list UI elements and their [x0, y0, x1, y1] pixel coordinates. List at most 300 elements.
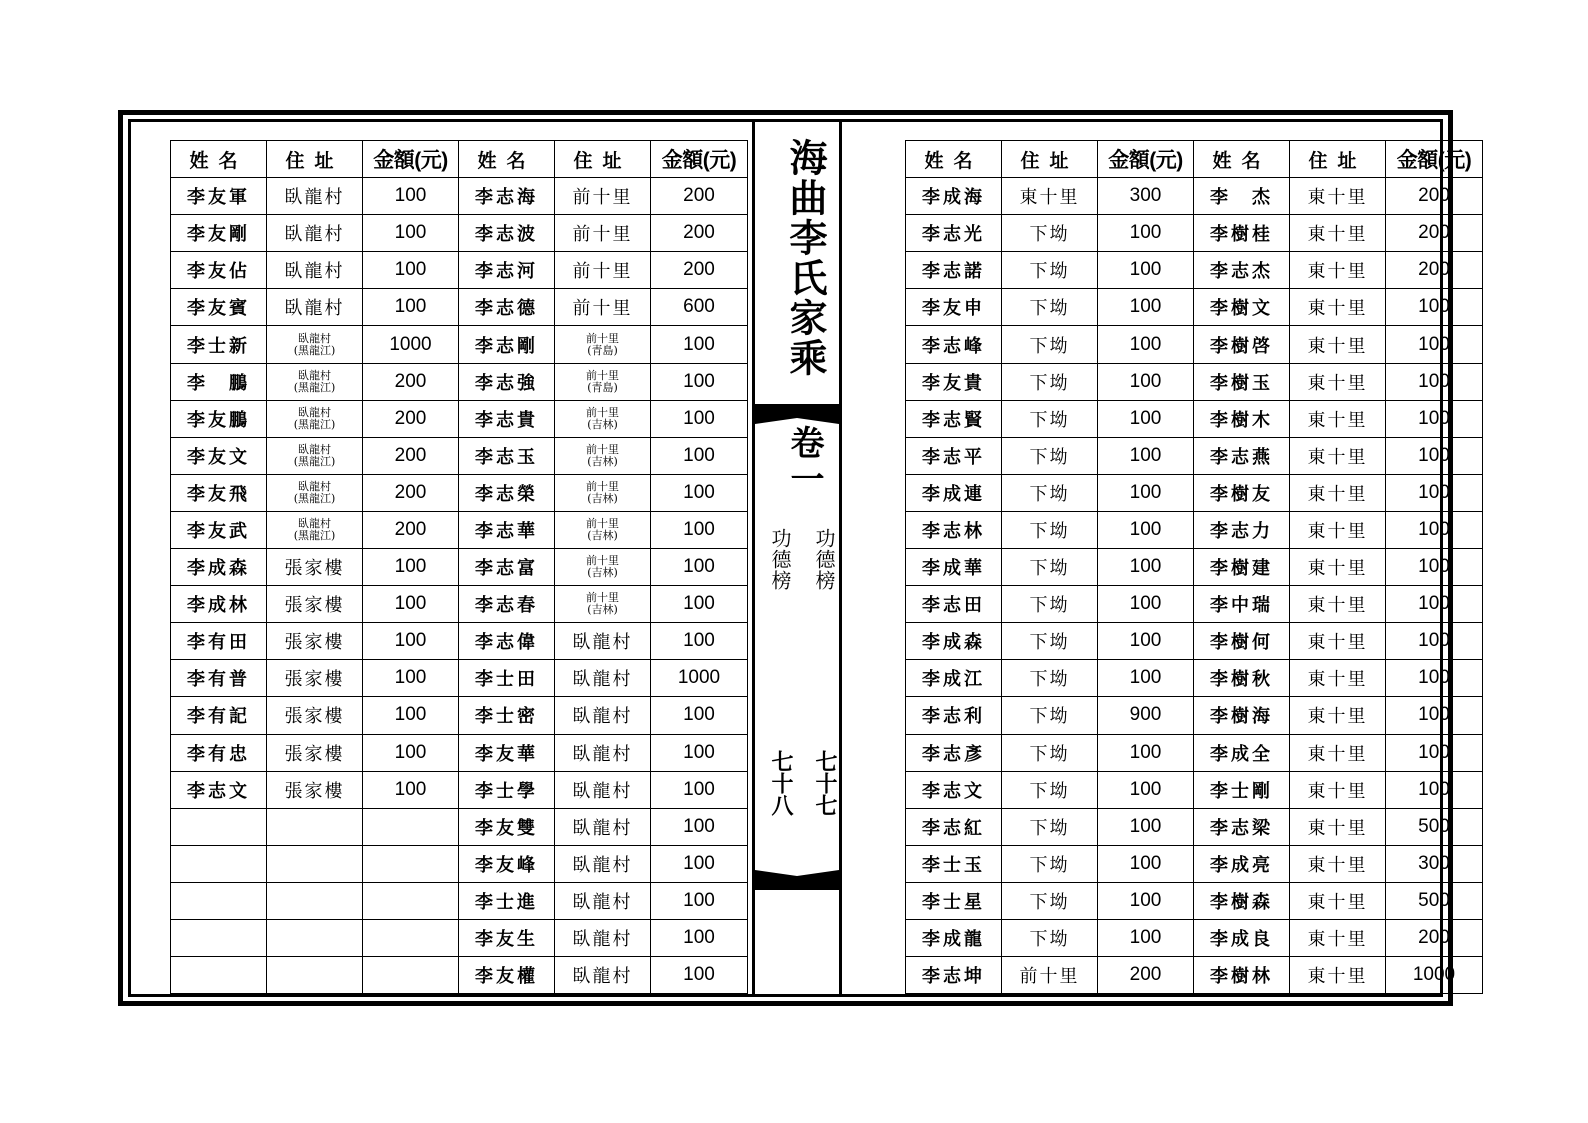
- table-row: [171, 882, 748, 919]
- donor-address: 東十里: [1290, 808, 1386, 845]
- address-line: 臥龍村: [298, 405, 331, 419]
- donor-address: 東十里: [1290, 734, 1386, 771]
- donation-amount: 200: [1386, 919, 1483, 956]
- donor-address: 張家樓: [267, 549, 363, 586]
- donor-name: 李樹啓: [1194, 326, 1290, 363]
- book-title: 海曲李氏家乘: [783, 138, 828, 378]
- table-row: [906, 252, 1483, 289]
- donor-address: 下坳: [1002, 511, 1098, 548]
- donation-amount: 100: [1386, 734, 1483, 771]
- donor-address: 張家樓: [267, 586, 363, 623]
- donation-amount: 100: [1098, 400, 1194, 437]
- donor-name: 李士玉: [906, 845, 1002, 882]
- donor-name: 李樹何: [1194, 623, 1290, 660]
- donor-address: 臥龍村: [555, 919, 651, 956]
- donor-name: 李志偉: [459, 623, 555, 660]
- donation-amount: 100: [1386, 586, 1483, 623]
- donor-name: 李成海: [906, 178, 1002, 215]
- donor-name: [171, 845, 267, 882]
- donor-name: 李志貴: [459, 400, 555, 437]
- donor-address: 東十里: [1290, 252, 1386, 289]
- table-row: [906, 623, 1483, 660]
- left-donor-table: [170, 140, 748, 994]
- donor-address: [267, 400, 363, 437]
- donor-address: 前十里: [1002, 957, 1098, 994]
- donor-name: 李友武: [171, 511, 267, 548]
- donor-address: 下坳: [1002, 919, 1098, 956]
- donor-address: 東十里: [1290, 178, 1386, 215]
- table-row: [171, 623, 748, 660]
- donation-amount: 100: [1098, 474, 1194, 511]
- donor-address: 東十里: [1290, 289, 1386, 326]
- donor-name: 李志賢: [906, 400, 1002, 437]
- donor-address: [267, 363, 363, 400]
- donor-name: 李志坤: [906, 957, 1002, 994]
- donation-amount: 100: [1386, 697, 1483, 734]
- donor-address: [555, 474, 651, 511]
- donor-name: 李友剛: [171, 215, 267, 252]
- donor-name: 李志平: [906, 437, 1002, 474]
- table-row: [171, 289, 748, 326]
- donation-amount: 100: [1386, 326, 1483, 363]
- address-note: (吉林): [587, 454, 618, 468]
- donor-name: 李士密: [459, 697, 555, 734]
- table-row: [906, 437, 1483, 474]
- table-row: [906, 549, 1483, 586]
- donor-address: [267, 808, 363, 845]
- donor-name: 李成良: [1194, 919, 1290, 956]
- table-row: [906, 400, 1483, 437]
- donation-amount: 300: [1386, 845, 1483, 882]
- donor-address: 東十里: [1290, 586, 1386, 623]
- donation-amount: 100: [1386, 623, 1483, 660]
- donor-address: 張家樓: [267, 734, 363, 771]
- header-name: 姓名: [171, 141, 267, 178]
- donor-address: [267, 957, 363, 994]
- donation-amount: 200: [651, 252, 748, 289]
- donation-amount: 1000: [1386, 957, 1483, 994]
- donation-amount: [363, 845, 459, 882]
- donor-address: 東十里: [1002, 178, 1098, 215]
- donor-name: 李友申: [906, 289, 1002, 326]
- donor-address: 前十里: [555, 289, 651, 326]
- donor-name: 李友權: [459, 957, 555, 994]
- donor-name: 李士星: [906, 882, 1002, 919]
- donor-address: 下坳: [1002, 215, 1098, 252]
- address-note: (吉林): [587, 603, 618, 617]
- donor-name: [171, 808, 267, 845]
- donation-amount: [363, 957, 459, 994]
- donation-amount: 100: [1098, 289, 1194, 326]
- donor-address: 下坳: [1002, 586, 1098, 623]
- donor-name: 李成森: [171, 549, 267, 586]
- donor-address: 下坳: [1002, 289, 1098, 326]
- donor-name: [171, 882, 267, 919]
- donation-amount: 100: [1386, 400, 1483, 437]
- address-line: 前十里: [586, 442, 619, 456]
- donor-address: [267, 474, 363, 511]
- donor-name: 李樹海: [1194, 697, 1290, 734]
- donation-amount: [363, 882, 459, 919]
- donor-address: 下坳: [1002, 808, 1098, 845]
- table-row: [171, 586, 748, 623]
- donation-amount: 200: [1386, 215, 1483, 252]
- header-address: 住址: [1002, 141, 1098, 178]
- page-number-right: 七十七: [812, 750, 838, 816]
- donor-name: 李友軍: [171, 178, 267, 215]
- donor-name: 李志峰: [906, 326, 1002, 363]
- donor-name: 李 杰: [1194, 178, 1290, 215]
- donor-name: 李志玉: [459, 437, 555, 474]
- donation-amount: 100: [651, 326, 748, 363]
- donor-address: 下坳: [1002, 845, 1098, 882]
- donor-name: 李中瑞: [1194, 586, 1290, 623]
- donation-amount: 300: [1098, 178, 1194, 215]
- address-note: (黑龍江): [293, 417, 336, 431]
- donor-address: 臥龍村: [555, 882, 651, 919]
- donation-amount: 200: [1098, 957, 1194, 994]
- donor-address: 臥龍村: [555, 734, 651, 771]
- donor-name: 李樹建: [1194, 549, 1290, 586]
- donor-name: 李志文: [906, 771, 1002, 808]
- donation-amount: [363, 919, 459, 956]
- donor-address: [555, 511, 651, 548]
- donor-name: 李友華: [459, 734, 555, 771]
- address-note: (吉林): [587, 566, 618, 580]
- donor-name: 李成華: [906, 549, 1002, 586]
- donation-amount: 200: [363, 474, 459, 511]
- donation-amount: 200: [1386, 252, 1483, 289]
- table-row: [171, 549, 748, 586]
- donor-name: 李志榮: [459, 474, 555, 511]
- table-row: [171, 363, 748, 400]
- table-row: [171, 252, 748, 289]
- donation-amount: 100: [1098, 511, 1194, 548]
- donation-amount: 100: [651, 623, 748, 660]
- donor-name: 李有忠: [171, 734, 267, 771]
- table-row: [171, 771, 748, 808]
- table-row: [906, 586, 1483, 623]
- donation-amount: 100: [1098, 363, 1194, 400]
- donation-amount: 200: [363, 400, 459, 437]
- donation-amount: 100: [1098, 919, 1194, 956]
- donation-amount: 100: [651, 734, 748, 771]
- donor-name: 李友生: [459, 919, 555, 956]
- donation-amount: 100: [651, 437, 748, 474]
- table-row: [171, 845, 748, 882]
- table-row: [906, 511, 1483, 548]
- donor-address: 東十里: [1290, 957, 1386, 994]
- donor-address: 下坳: [1002, 326, 1098, 363]
- donor-name: 李樹秋: [1194, 660, 1290, 697]
- header-address: 住址: [267, 141, 363, 178]
- table-row: [906, 845, 1483, 882]
- donor-address: 東十里: [1290, 326, 1386, 363]
- donation-amount: 100: [1098, 549, 1194, 586]
- donor-address: 張家樓: [267, 771, 363, 808]
- donor-address: 東十里: [1290, 882, 1386, 919]
- donation-amount: 200: [651, 215, 748, 252]
- address-line: 前十里: [586, 479, 619, 493]
- donor-address: 東十里: [1290, 845, 1386, 882]
- donation-amount: 100: [1098, 882, 1194, 919]
- donor-name: 李志河: [459, 252, 555, 289]
- donation-amount: 100: [651, 511, 748, 548]
- donor-name: 李有記: [171, 697, 267, 734]
- donation-amount: 100: [363, 215, 459, 252]
- donor-address: 臥龍村: [267, 289, 363, 326]
- donor-name: 李成連: [906, 474, 1002, 511]
- donor-name: 李樹玉: [1194, 363, 1290, 400]
- donor-name: 李有普: [171, 660, 267, 697]
- address-line: 前十里: [586, 591, 619, 605]
- donation-amount: 100: [651, 957, 748, 994]
- donor-name: 李士田: [459, 660, 555, 697]
- donor-name: 李樹桂: [1194, 215, 1290, 252]
- donor-name: 李志強: [459, 363, 555, 400]
- donor-address: [555, 549, 651, 586]
- table-row: [171, 215, 748, 252]
- donor-name: 李樹林: [1194, 957, 1290, 994]
- address-note: (吉林): [587, 528, 618, 542]
- donation-amount: 200: [363, 363, 459, 400]
- address-line: 前十里: [586, 331, 619, 345]
- donation-amount: 500: [1386, 882, 1483, 919]
- header-address: 住址: [555, 141, 651, 178]
- donor-address: [267, 845, 363, 882]
- donor-name: 李成林: [171, 586, 267, 623]
- donor-address: 東十里: [1290, 400, 1386, 437]
- donor-address: 臥龍村: [555, 845, 651, 882]
- donation-amount: 1000: [363, 326, 459, 363]
- donor-address: 東十里: [1290, 215, 1386, 252]
- header-amount: 金額(元): [1098, 141, 1194, 178]
- donor-name: 李友文: [171, 437, 267, 474]
- donation-amount: 100: [651, 919, 748, 956]
- donor-address: 東十里: [1290, 437, 1386, 474]
- donation-amount: 100: [1386, 289, 1483, 326]
- donor-name: [171, 957, 267, 994]
- donor-address: [555, 363, 651, 400]
- donation-amount: 100: [651, 882, 748, 919]
- donor-address: 臥龍村: [555, 623, 651, 660]
- donor-address: 下坳: [1002, 400, 1098, 437]
- donation-amount: 100: [1386, 437, 1483, 474]
- header-name: 姓名: [459, 141, 555, 178]
- donor-address: 東十里: [1290, 623, 1386, 660]
- table-row: [171, 437, 748, 474]
- donation-amount: 100: [1386, 549, 1483, 586]
- donation-amount: 100: [1098, 326, 1194, 363]
- donation-amount: 100: [651, 808, 748, 845]
- address-note: (青島): [587, 343, 618, 357]
- donor-name: 李志諾: [906, 252, 1002, 289]
- donor-address: 下坳: [1002, 697, 1098, 734]
- donor-address: 前十里: [555, 178, 651, 215]
- donor-name: 李志田: [906, 586, 1002, 623]
- donor-address: [267, 882, 363, 919]
- donor-name: 李 鵬: [171, 363, 267, 400]
- table-row: [171, 474, 748, 511]
- donor-name: 李志力: [1194, 511, 1290, 548]
- donation-amount: 100: [651, 549, 748, 586]
- donation-amount: 100: [363, 289, 459, 326]
- donor-address: 下坳: [1002, 252, 1098, 289]
- donor-name: 李志文: [171, 771, 267, 808]
- donor-name: 李志春: [459, 586, 555, 623]
- donor-name: 李成森: [906, 623, 1002, 660]
- donation-amount: 100: [651, 400, 748, 437]
- donation-amount: 100: [363, 549, 459, 586]
- header-amount: 金額(元): [363, 141, 459, 178]
- donor-name: 李友賓: [171, 289, 267, 326]
- donation-amount: 100: [1098, 215, 1194, 252]
- donor-name: 李樹友: [1194, 474, 1290, 511]
- donation-amount: 100: [651, 771, 748, 808]
- donor-address: 下坳: [1002, 882, 1098, 919]
- donation-amount: 100: [651, 697, 748, 734]
- donation-amount: 100: [1098, 623, 1194, 660]
- donor-address: 臥龍村: [555, 660, 651, 697]
- table-header-row: [906, 141, 1483, 178]
- address-note: (黑龍江): [293, 454, 336, 468]
- donation-amount: 100: [651, 474, 748, 511]
- table-row: [906, 919, 1483, 956]
- table-row: [906, 326, 1483, 363]
- donation-amount: 200: [651, 178, 748, 215]
- donor-name: 李友鵬: [171, 400, 267, 437]
- spine-right-rule: [839, 119, 842, 997]
- donor-address: 臥龍村: [555, 697, 651, 734]
- donation-amount: 100: [1098, 660, 1194, 697]
- donor-address: 下坳: [1002, 771, 1098, 808]
- donor-name: 李有田: [171, 623, 267, 660]
- donor-address: 臥龍村: [555, 957, 651, 994]
- donor-address: 臥龍村: [555, 808, 651, 845]
- right-donor-table: [905, 140, 1483, 994]
- donor-address: 臥龍村: [555, 771, 651, 808]
- donor-name: 李志波: [459, 215, 555, 252]
- donor-address: 臥龍村: [267, 252, 363, 289]
- address-note: (黑龍江): [293, 343, 336, 357]
- donation-amount: 200: [1386, 178, 1483, 215]
- table-row: [906, 289, 1483, 326]
- donor-address: 張家樓: [267, 660, 363, 697]
- donor-address: 東十里: [1290, 363, 1386, 400]
- donation-amount: 100: [651, 363, 748, 400]
- table-row: [906, 697, 1483, 734]
- donor-address: 下坳: [1002, 437, 1098, 474]
- donation-amount: 100: [1098, 586, 1194, 623]
- donation-amount: 100: [363, 734, 459, 771]
- header-name: 姓名: [1194, 141, 1290, 178]
- donor-address: 臥龍村: [267, 215, 363, 252]
- table-row: [906, 808, 1483, 845]
- table-row: [171, 326, 748, 363]
- donor-name: 李志海: [459, 178, 555, 215]
- donor-address: 東十里: [1290, 474, 1386, 511]
- address-note: (吉林): [587, 491, 618, 505]
- donor-address: 下坳: [1002, 363, 1098, 400]
- table-row: [906, 660, 1483, 697]
- donor-address: [267, 919, 363, 956]
- address-line: 前十里: [586, 405, 619, 419]
- address-note: (青島): [587, 380, 618, 394]
- donation-amount: 100: [363, 623, 459, 660]
- donor-name: 李士新: [171, 326, 267, 363]
- donor-address: [555, 437, 651, 474]
- donor-address: [267, 511, 363, 548]
- donor-address: 東十里: [1290, 697, 1386, 734]
- donor-name: 李志杰: [1194, 252, 1290, 289]
- table-row: [171, 734, 748, 771]
- donation-amount: 100: [363, 697, 459, 734]
- address-line: 臥龍村: [298, 479, 331, 493]
- donor-address: 前十里: [555, 252, 651, 289]
- donor-name: 李志富: [459, 549, 555, 586]
- donor-name: 李士進: [459, 882, 555, 919]
- donor-address: 東十里: [1290, 660, 1386, 697]
- donor-address: [555, 326, 651, 363]
- table-row: [171, 808, 748, 845]
- donation-amount: 100: [1386, 660, 1483, 697]
- donor-address: 下坳: [1002, 734, 1098, 771]
- table-row: [906, 215, 1483, 252]
- address-line: 前十里: [586, 368, 619, 382]
- header-name: 姓名: [906, 141, 1002, 178]
- donation-amount: 100: [1098, 437, 1194, 474]
- table-row: [171, 957, 748, 994]
- donor-name: 李志燕: [1194, 437, 1290, 474]
- donor-address: 下坳: [1002, 660, 1098, 697]
- donor-name: 李志華: [459, 511, 555, 548]
- table-header-row: [171, 141, 748, 178]
- donation-amount: 100: [363, 771, 459, 808]
- donor-name: 李志德: [459, 289, 555, 326]
- donor-name: [171, 919, 267, 956]
- page-number-left: 七十八: [768, 750, 794, 816]
- donation-amount: 1000: [651, 660, 748, 697]
- donor-address: [267, 437, 363, 474]
- table-row: [171, 697, 748, 734]
- donation-amount: 100: [1386, 771, 1483, 808]
- table-row: [906, 474, 1483, 511]
- table-row: [906, 771, 1483, 808]
- donation-amount: 900: [1098, 697, 1194, 734]
- donor-address: [555, 586, 651, 623]
- header-amount: 金額(元): [651, 141, 748, 178]
- donor-address: 臥龍村: [267, 178, 363, 215]
- donation-amount: 500: [1386, 808, 1483, 845]
- donation-amount: 100: [1098, 845, 1194, 882]
- donor-address: 下坳: [1002, 549, 1098, 586]
- donation-amount: 100: [363, 252, 459, 289]
- donor-name: 李友峰: [459, 845, 555, 882]
- donor-name: 李志梁: [1194, 808, 1290, 845]
- donor-address: 下坳: [1002, 623, 1098, 660]
- donation-amount: 100: [1098, 252, 1194, 289]
- volume-label: 卷一: [784, 425, 824, 497]
- address-line: 前十里: [586, 554, 619, 568]
- address-line: 臥龍村: [298, 331, 331, 345]
- address-line: 臥龍村: [298, 368, 331, 382]
- section-label-right: 功德榜: [812, 528, 836, 591]
- table-row: [171, 919, 748, 956]
- table-row: [906, 363, 1483, 400]
- donation-amount: 100: [363, 586, 459, 623]
- donor-name: 李志剛: [459, 326, 555, 363]
- donor-name: 李志光: [906, 215, 1002, 252]
